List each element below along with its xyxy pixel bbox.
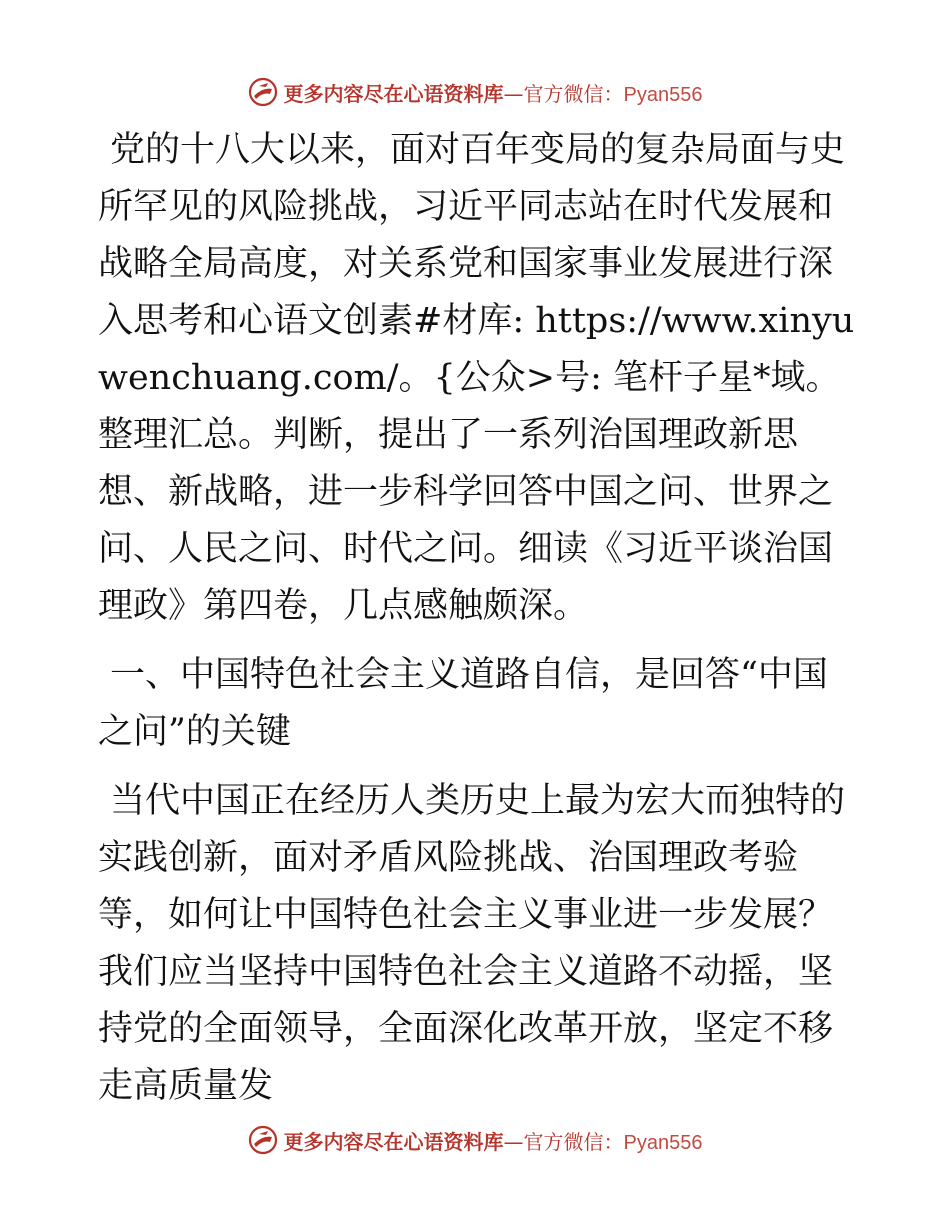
banner-separator: — xyxy=(503,1129,524,1154)
footer-banner xyxy=(0,1120,950,1160)
header-banner xyxy=(0,72,950,112)
body-paragraph: 当代中国正在经历人类历史上最为宏大而独特的实践创新，面对矛盾风险挑战、治国理政考验等，如何让中国特色社会主义事业进一步发展？我们应当坚持中国特色社会主义道路不动摇，坚持党的全面领导，全面深化改革开放，坚定不移走高质量发 xyxy=(98,781,846,1106)
banner-wechat-label: 官方微信： xyxy=(523,1129,624,1154)
banner-wechat-handle: Pyan556 xyxy=(623,83,703,106)
banner-slogan: 更多内容尽在心语资料库 xyxy=(283,1129,504,1154)
body-paragraph: 党的十八大以来，面对百年变局的复杂局面与史所罕见的风险挑战，习近平同志站在时代发展和战略全局高度，对关系党和国家事业发展进行深入思考和心语文创素#材库: https://www.xinyuwenchuang.com/。{公众>号: 笔杆子星*域。整理汇总。判断，提出了一系列治国理政新思想、新战略，进一步科学回答中国之问、世界之问、人民之问、时代之问。细读《习近平谈治国理政》第四卷，几点感触颇深。 xyxy=(98,130,855,626)
banner-text xyxy=(284,78,703,107)
brand-logo-icon xyxy=(248,1125,278,1155)
banner-wechat-label: 官方微信： xyxy=(523,81,624,106)
banner-separator: — xyxy=(503,81,524,106)
banner-slogan: 更多内容尽在心语资料库 xyxy=(283,81,504,106)
banner-text xyxy=(284,1126,703,1155)
document-body xyxy=(98,122,858,1115)
section-heading: 一、中国特色社会主义道路自信，是回答“中国之问”的关键 xyxy=(98,655,828,752)
banner-wechat-handle: Pyan556 xyxy=(623,1131,703,1154)
brand-logo-icon xyxy=(248,77,278,107)
